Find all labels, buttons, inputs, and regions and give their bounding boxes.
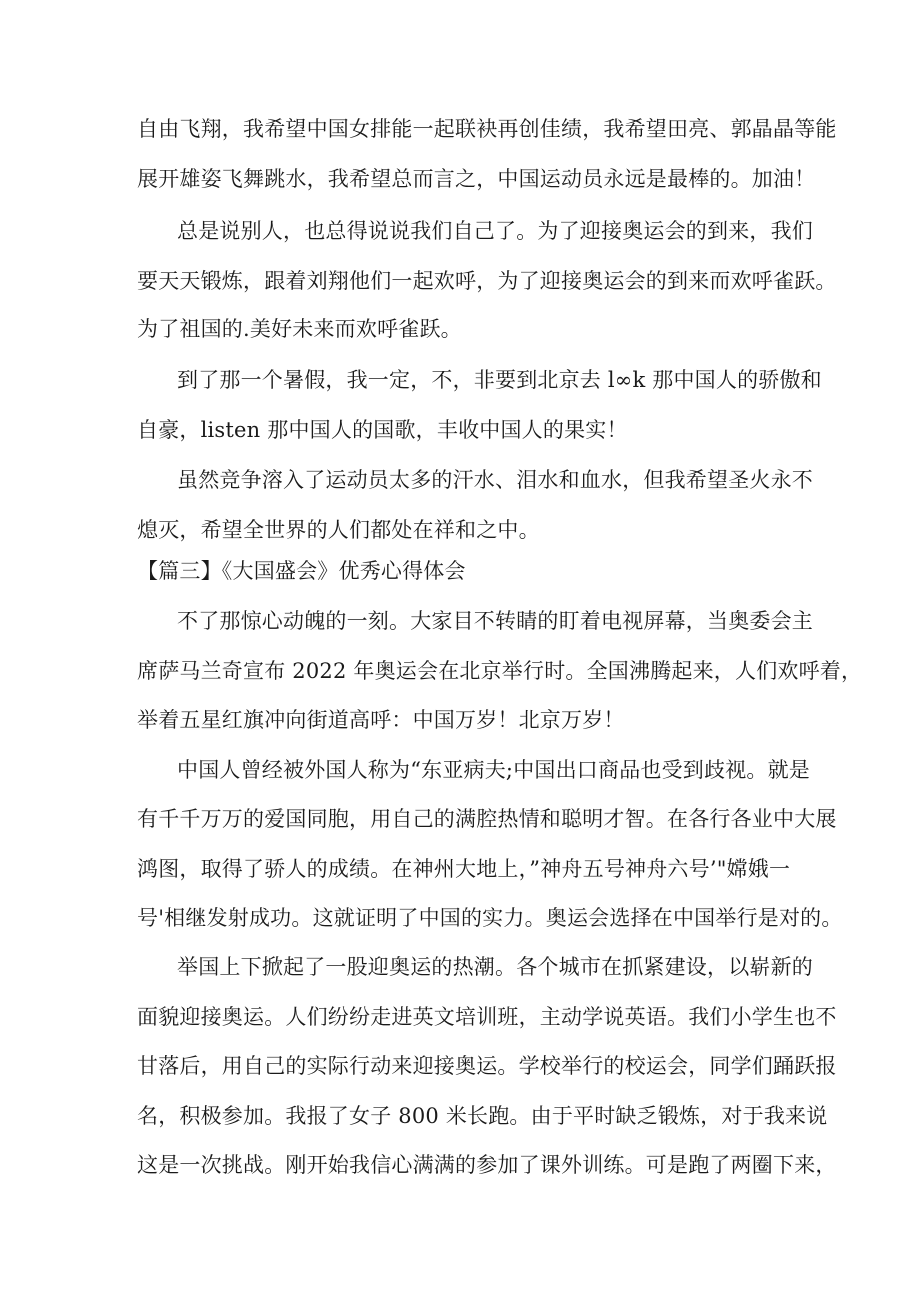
text-line: 席萨马兰奇宣布 2022 年奥运会在北京举行时。全国沸腾起来，人们欢呼着，	[137, 659, 863, 683]
text-line: 这是一次挑战。刚开始我信心满满的参加了课外训练。可是跑了两圈下来，	[137, 1153, 837, 1177]
paragraph-start-line: 不了那惊心动魄的一刻。大家目不转睛的盯着电视屏幕，当奥委会主	[177, 609, 813, 633]
text-line: 展开雄姿飞舞跳水，我希望总而言之，中国运动员永远是最棒的。加油！	[137, 167, 816, 191]
paragraph-start-line: 到了那一个暑假，我一定，不，非要到北京去 l∞k 那中国人的骄傲和	[177, 368, 822, 392]
text-line: 熄灭，希望全世界的人们都处在祥和之中。	[137, 518, 540, 542]
paragraph-start-line: 举国上下掀起了一股迎奥运的热潮。各个城市在抓紧建设，以崭新的	[177, 955, 813, 979]
text-line: 要天天锻炼，跟着刘翔他们一起欢呼，为了迎接奥运会的到来而欢呼雀跃。	[137, 269, 837, 293]
paragraph-start-line: 虽然竞争溶入了运动员太多的汗水、泪水和血水，但我希望圣火永不	[177, 468, 813, 492]
text-line: 面貌迎接奥运。人们纷纷走进英文培训班，主动学说英语。我们小学生也不	[137, 1005, 837, 1029]
text-line: 为了祖国的.美好未来而欢呼雀跃。	[137, 317, 462, 341]
text-line: 自豪，listen 那中国人的国歌，丰收中国人的果实！	[137, 418, 628, 442]
text-line: 鸿图，取得了骄人的成绩。在神州大地上，”神舟五号神舟六号’"嫦娥一	[137, 857, 791, 881]
text-line: 名，积极参加。我报了女子 800 米长跑。由于平时缺乏锻炼，对于我来说	[137, 1104, 828, 1128]
text-line: 自由飞翔，我希望中国女排能一起联袂再创佳绩，我希望田亮、郭晶晶等能	[137, 117, 837, 141]
paragraph-start-line: 中国人曾经被外国人称为“东亚病夫;中国出口商品也受到歧视。就是	[177, 758, 811, 782]
text-line: 有千千万万的爱国同胞，用自己的满腔热情和聪明才智。在各行各业中大展	[137, 807, 837, 831]
text-line: 甘落后，用自己的实际行动来迎接奥运。学校举行的校运会，同学们踊跃报	[137, 1054, 837, 1078]
text-line: 举着五星红旗冲向街道高呼：中国万岁！北京万岁！	[137, 708, 625, 732]
section-heading: 【篇三】《大国盛会》优秀心得体会	[137, 559, 466, 583]
paragraph-start-line: 总是说别人，也总得说说我们自己了。为了迎接奥运会的到来，我们	[177, 219, 813, 243]
text-line: 号'相继发射成功。这就证明了中国的实力。奥运会选择在中国举行是对的。	[137, 906, 843, 930]
